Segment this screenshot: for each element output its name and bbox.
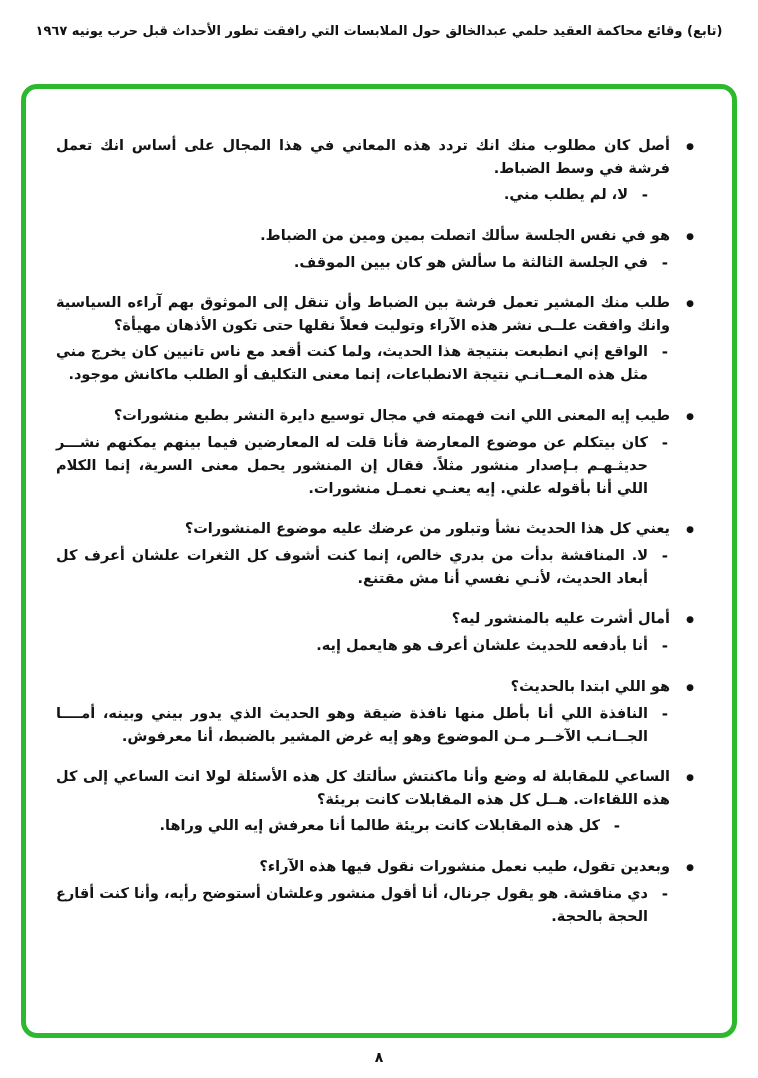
bullet-icon: ● bbox=[686, 682, 694, 693]
answer-text: أنا بأدفعه للحديث علشان أعرف هو هايعمل إيه. bbox=[316, 638, 648, 655]
qa-item bbox=[56, 225, 694, 275]
bullet-icon: ● bbox=[686, 142, 694, 152]
question-line bbox=[56, 676, 694, 700]
dash-icon: - bbox=[661, 433, 668, 452]
answer-text: كل هذه المقابلات كانت بريئة طالما أنا معرفش إيه اللي وراها. bbox=[159, 818, 600, 835]
qa-item bbox=[56, 766, 694, 839]
bullet-icon: ● bbox=[686, 231, 694, 242]
question-line bbox=[56, 518, 694, 542]
question-line bbox=[56, 608, 694, 632]
dash-icon: - bbox=[661, 637, 668, 656]
dash-icon: - bbox=[641, 186, 648, 205]
qa-item bbox=[56, 135, 694, 208]
question-text: أمال أشرت عليه بالمنشور ليه؟ bbox=[451, 611, 670, 628]
page-header-title: (تابع) وقائع محاكمة العقيد حلمي عبدالخالق حول الملابسات التي رافقت تطور الأحداث قبل حرب يونيه ١٩٦٧ bbox=[35, 24, 723, 39]
dash-icon: - bbox=[661, 704, 668, 723]
answer-line bbox=[56, 883, 694, 929]
dash-icon: - bbox=[661, 547, 668, 566]
bullet-icon: ● bbox=[686, 615, 694, 626]
qa-item bbox=[56, 292, 694, 388]
transcript-content bbox=[26, 89, 732, 962]
answer-line bbox=[56, 703, 694, 749]
qa-item bbox=[56, 608, 694, 658]
page-number: ٨ bbox=[374, 1050, 384, 1066]
qa-item bbox=[56, 405, 694, 502]
question-line bbox=[56, 225, 694, 249]
qa-item bbox=[56, 676, 694, 749]
dash-icon: - bbox=[661, 343, 668, 362]
question-text: يعني كل هذا الحديث نشأ وتبلور من عرضك عليه موضوع المنشورات؟ bbox=[184, 521, 670, 538]
answer-line bbox=[56, 432, 694, 502]
bullet-icon: ● bbox=[686, 773, 694, 783]
answer-line bbox=[56, 815, 694, 838]
question-text: الساعي للمقابلة له وضع وأنا ماكنتش سألتك كل هذه الأسئلة لولا انت الساعي إلى كل هذه اللقاءات. هــل كل هذه المقابلات كانت بريئة؟ bbox=[56, 769, 670, 809]
answer-line bbox=[56, 545, 694, 591]
qa-item bbox=[56, 518, 694, 591]
question-line bbox=[56, 135, 694, 181]
question-line bbox=[56, 292, 694, 338]
answer-text: الواقع إني انطبعت بنتيجة هذا الحديث، ولما كنت أقعد مع ناس تانيين كان يخرج مني مثل هذه المعــانـي نتيجة الانطباعات، إنما معنى التكليف أو الطلب ماكانش موجود. bbox=[56, 344, 648, 384]
bullet-icon: ● bbox=[686, 862, 694, 873]
bullet-icon: ● bbox=[686, 411, 694, 422]
answer-text: لا، لم يطلب مني. bbox=[503, 187, 628, 204]
dash-icon: - bbox=[661, 253, 668, 272]
question-text: طلب منك المشير تعمل فرشة بين الضباط وأن تنقل إلى الموثوق بهم آراءه السياسية وانك وافقت علــى نشر هذه الآراء وتوليت فعلاً نقلها حتى تكون الأذهان مهيأة؟ bbox=[56, 294, 670, 334]
answer-text: النافذة اللي أنا بأطل منها نافذة ضيقة وهو الحديث الذي يدور بيني وبينه، أمــــا الجــانـب الآخــر مـن الموضوع وهو إيه غرض المشير بالضبط، أنا معرفوش. bbox=[56, 705, 648, 745]
qa-item bbox=[56, 856, 694, 929]
answer-text: في الجلسة الثالثة ما سألش هو كان بيين الموقف. bbox=[293, 254, 648, 271]
question-text: وبعدين تقول، طيب نعمل منشورات نقول فيها هذه الآراء؟ bbox=[259, 858, 670, 875]
dash-icon: - bbox=[661, 884, 668, 903]
question-line bbox=[56, 405, 694, 429]
bullet-icon: ● bbox=[686, 525, 694, 536]
question-line bbox=[56, 856, 694, 880]
answer-text: لا. المناقشة بدأت من بدري خالص، إنما كنت أشوف كل الثغرات علشان أعرف كل أبعاد الحديث، لأنـي نفسي أنا مش مقتنع. bbox=[56, 548, 648, 588]
answer-text: دي مناقشة. هو يقول جرنال، أنا أقول منشور وعلشان أستوضح رأيه، وأنا كنت أقارع الحجة بالحجة. bbox=[56, 885, 648, 925]
answer-line bbox=[56, 252, 694, 275]
answer-text: كان بيتكلم عن موضوع المعارضة فأنا قلت له المعارضين فيما بينهم يمكنهم نشـــر حديثـهـم بـإصدار منشور مثلاً. فقال إن المنشور يحمل معنى السرية، إنما الكلام اللي أنا بأقوله علني. إيه يعنـي نعمـل منشورات. bbox=[56, 434, 648, 497]
answer-line bbox=[56, 635, 694, 658]
question-text: هو في نفس الجلسة سألك اتصلت بمين ومين من الضباط. bbox=[260, 227, 670, 244]
question-line bbox=[56, 766, 694, 812]
answer-line bbox=[56, 184, 694, 207]
answer-line bbox=[56, 341, 694, 387]
question-text: طيب إيه المعنى اللي انت فهمته في مجال توسيع دايرة النشر بطبع منشورات؟ bbox=[113, 407, 670, 424]
question-text: أصل كان مطلوب منك انك تردد هذه المعاني في هذا المجال على أساس انك تعمل فرشة في وسط الضباط. bbox=[56, 138, 670, 178]
dash-icon: - bbox=[613, 817, 620, 836]
bullet-icon: ● bbox=[686, 298, 694, 309]
green-border-frame bbox=[21, 84, 737, 1038]
question-text: هو اللي ابتدا بالحديث؟ bbox=[510, 678, 670, 695]
